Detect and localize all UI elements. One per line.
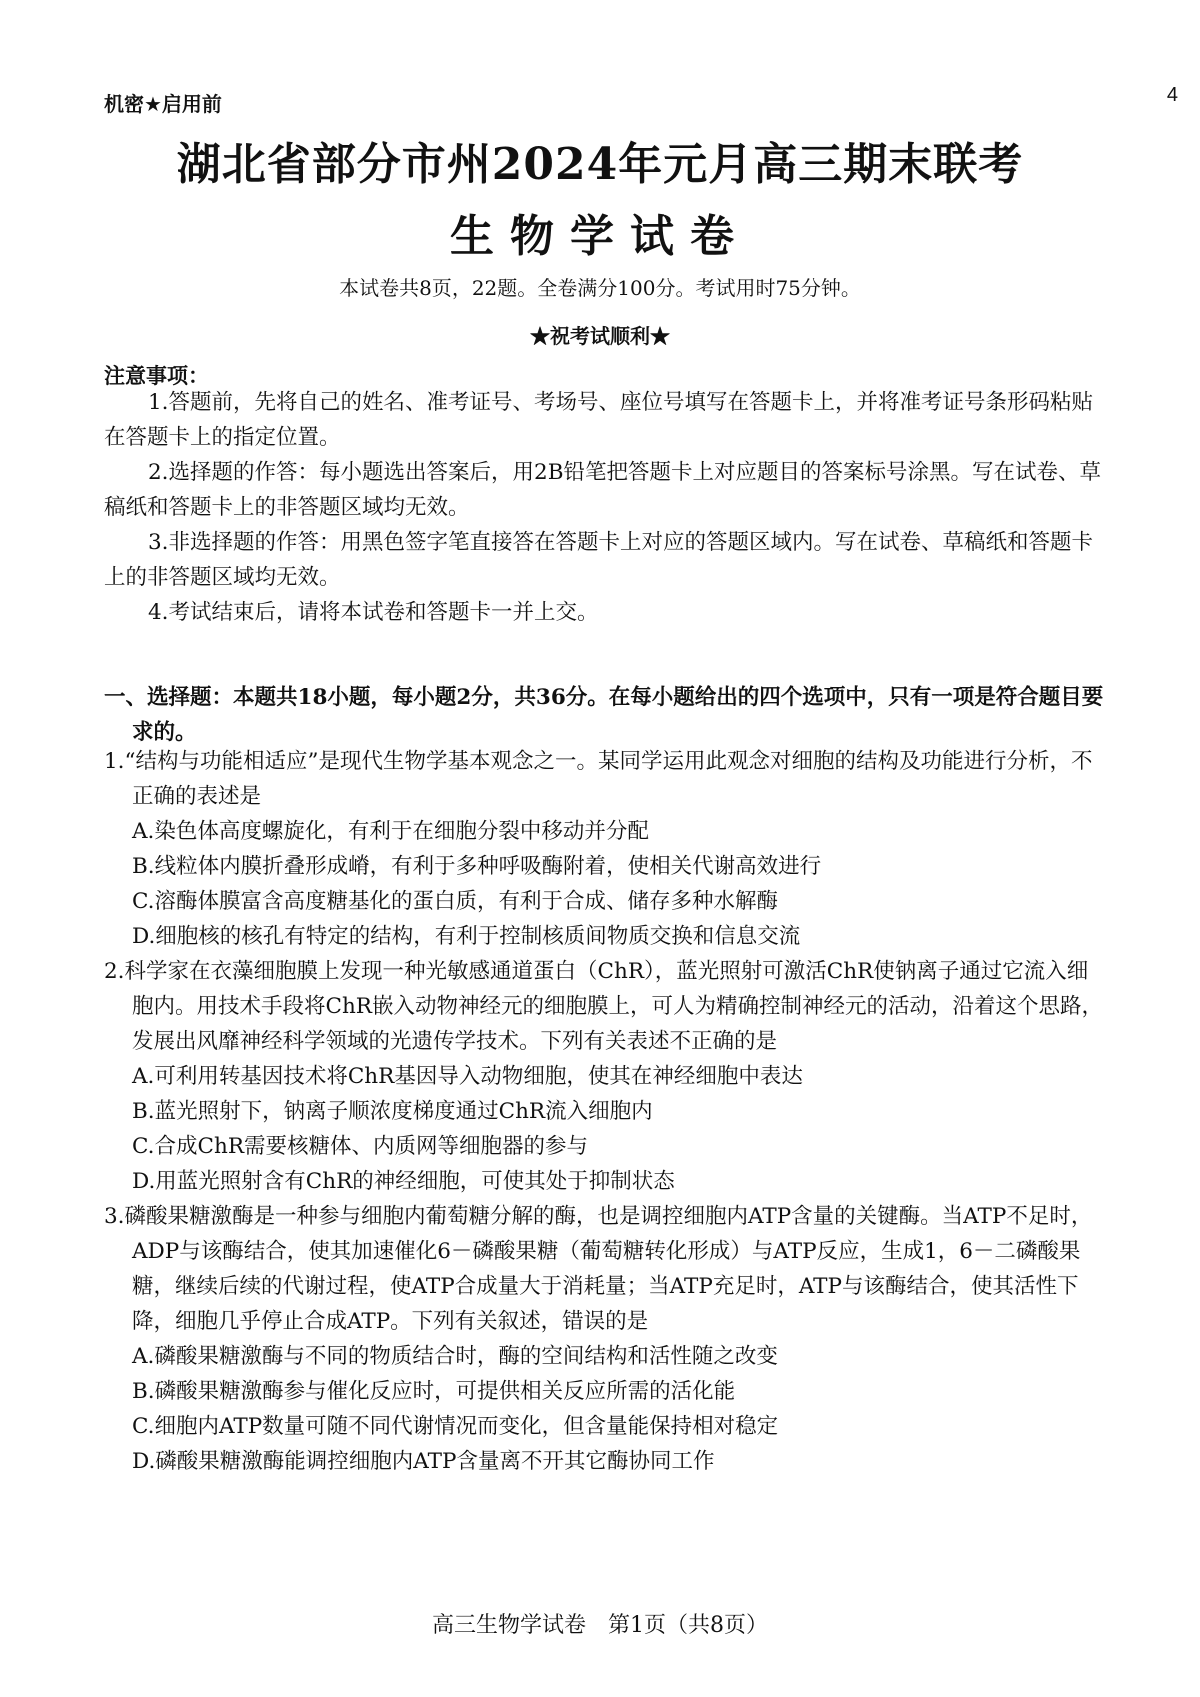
option-b: B.蓝光照射下，钠离子顺浓度梯度通过ChR流入细胞内: [132, 1099, 653, 1124]
question-3: [104, 1199, 1104, 1479]
confidential-label: 机密★启用前: [104, 92, 222, 116]
option-c: C.合成ChR需要核糖体、内质网等细胞器的参与: [132, 1134, 589, 1159]
notice-item: 1.答题前，先将自己的姓名、准考证号、考场号、座位号填写在答题卡上，并将准考证号条形码粘贴在答题卡上的指定位置。: [104, 390, 1094, 450]
option-a: A.磷酸果糖激酶与不同的物质结合时，酶的空间结构和活性随之改变: [132, 1344, 778, 1369]
notice-item: 3.非选择题的作答：用黑色签字笔直接答在答题卡上对应的答题区域内。写在试卷、草稿纸和答题卡上的非答题区域均无效。: [104, 530, 1094, 590]
question-stem: 3.磷酸果糖激酶是一种参与细胞内葡萄糖分解的酶，也是调控细胞内ATP含量的关键酶。当ATP不足时，ADP与该酶结合，使其加速催化6－磷酸果糖（葡萄糖转化形成）与ATP反应，生成1，6－二磷酸果糖，继续后续的代谢过程，使ATP合成量大于消耗量；当ATP充足时，ATP与该酶结合，使其活性下降，细胞几乎停止合成ATP。下列有关叙述，错误的是: [104, 1204, 1093, 1334]
section-text: 一、选择题：本题共18小题，每小题2分，共36分。在每小题给出的四个选项中，只有一项是符合题目要求的。: [104, 685, 1104, 745]
notice-heading: 注意事项：: [104, 364, 209, 388]
option-b: B.磷酸果糖激酶参与催化反应时，可提供相关反应所需的活化能: [132, 1379, 736, 1404]
option-c: C.溶酶体膜富含高度糖基化的蛋白质，有利于合成、储存多种水解酶: [132, 889, 779, 914]
notice-item: 2.选择题的作答：每小题选出答案后，用2B铅笔把答题卡上对应题目的答案标号涂黑。写在试卷、草稿纸和答题卡上的非答题区域均无效。: [104, 460, 1101, 520]
question-1: [104, 744, 1104, 954]
corner-page-number: 4: [1166, 84, 1178, 106]
option-d: D.用蓝光照射含有ChR的神经细胞，可使其处于抑制状态: [132, 1169, 675, 1194]
exam-title: 湖北省部分市州2024年元月高三期末联考: [176, 139, 1024, 190]
option-a: A.可利用转基因技术将ChR基因导入动物细胞，使其在神经细胞中表达: [132, 1064, 803, 1089]
option-c: C.细胞内ATP数量可随不同代谢情况而变化，但含量能保持相对稳定: [132, 1414, 779, 1439]
exam-subtitle: 生物学试卷: [450, 211, 750, 262]
question-2: [104, 954, 1104, 1199]
option-b: B.线粒体内膜折叠形成嵴，有利于多种呼吸酶附着，使相关代谢高效进行: [132, 854, 822, 879]
notice-item: 4.考试结束后，请将本试卷和答题卡一并上交。: [148, 600, 599, 625]
section-heading: [104, 680, 1104, 750]
question-stem: 2.科学家在衣藻细胞膜上发现一种光敏感通道蛋白（ChR），蓝光照射可激活ChR使钠离子通过它流入细胞内。用技术手段将ChR嵌入动物神经元的细胞膜上，可人为精确控制神经元的活动，沿着这个思路，发展出风靡神经科学领域的光遗传学技术。下列有关表述不正确的是: [104, 959, 1103, 1054]
notice-list: [104, 385, 1104, 630]
option-a: A.染色体高度螺旋化，有利于在细胞分裂中移动并分配: [132, 819, 649, 844]
option-d: D.磷酸果糖激酶能调控细胞内ATP含量离不开其它酶协同工作: [132, 1449, 715, 1474]
page-footer: 高三生物学试卷 第1页（共8页）: [432, 1613, 768, 1638]
question-list: [104, 744, 1104, 1479]
question-stem: 1.“结构与功能相适应”是现代生物学基本观念之一。某同学运用此观念对细胞的结构及功能进行分析，不正确的表述是: [104, 749, 1093, 809]
good-luck-line: ★祝考试顺利★: [530, 324, 670, 348]
option-d: D.细胞核的核孔有特定的结构，有利于控制核质间物质交换和信息交流: [132, 924, 801, 949]
exam-meta: 本试卷共8页，22题。全卷满分100分。考试用时75分钟。: [339, 276, 861, 300]
